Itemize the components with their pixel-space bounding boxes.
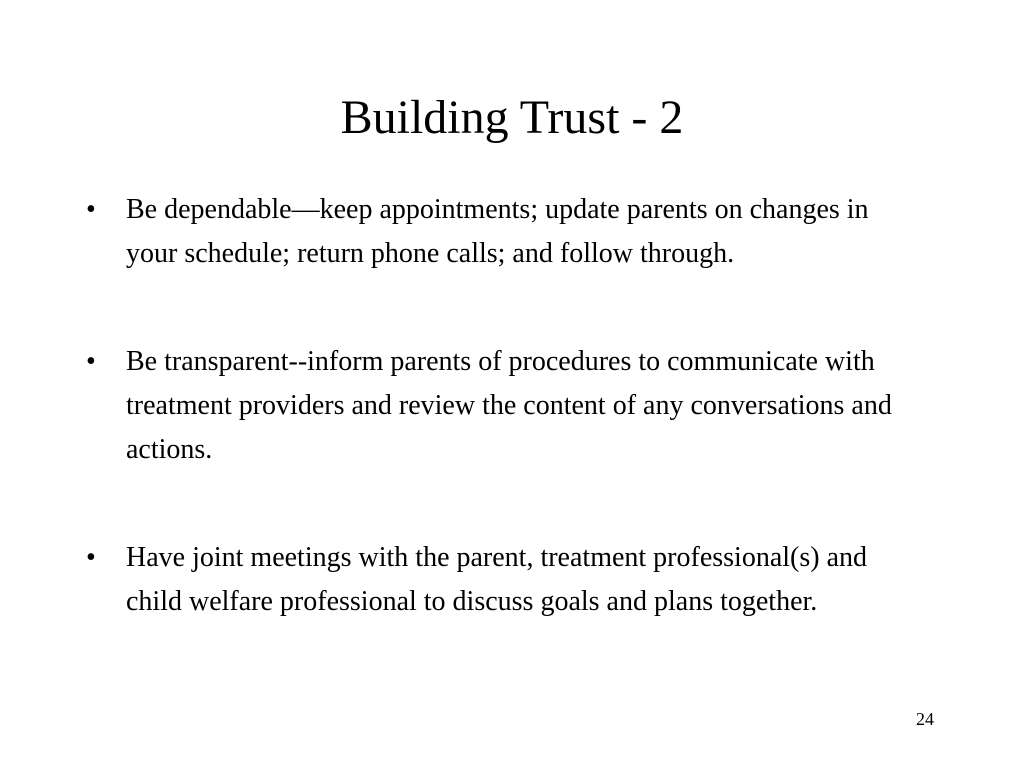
bullet-item-joint-meetings [86,536,916,624]
bullet-item-dependable [86,188,916,276]
bullet-list [86,188,916,624]
slide-page-number: 24 [916,709,934,729]
bullet-text: Be dependable—keep appointments; update parents on changes in your schedule; return phone calls; and follow through. [126,194,869,269]
bullet-item-transparent [86,340,916,472]
bullet-icon: • [86,194,96,225]
bullet-text: Have joint meetings with the parent, treatment professional(s) and child welfare professional to discuss goals and plans together. [126,542,868,617]
bullet-text: Be transparent--inform parents of procedures to communicate with treatment providers and review the content of any conversations and actions. [126,346,892,465]
slide-title: Building Trust - 2 [340,91,684,144]
bullet-icon: • [86,346,96,377]
bullet-icon: • [86,542,96,573]
